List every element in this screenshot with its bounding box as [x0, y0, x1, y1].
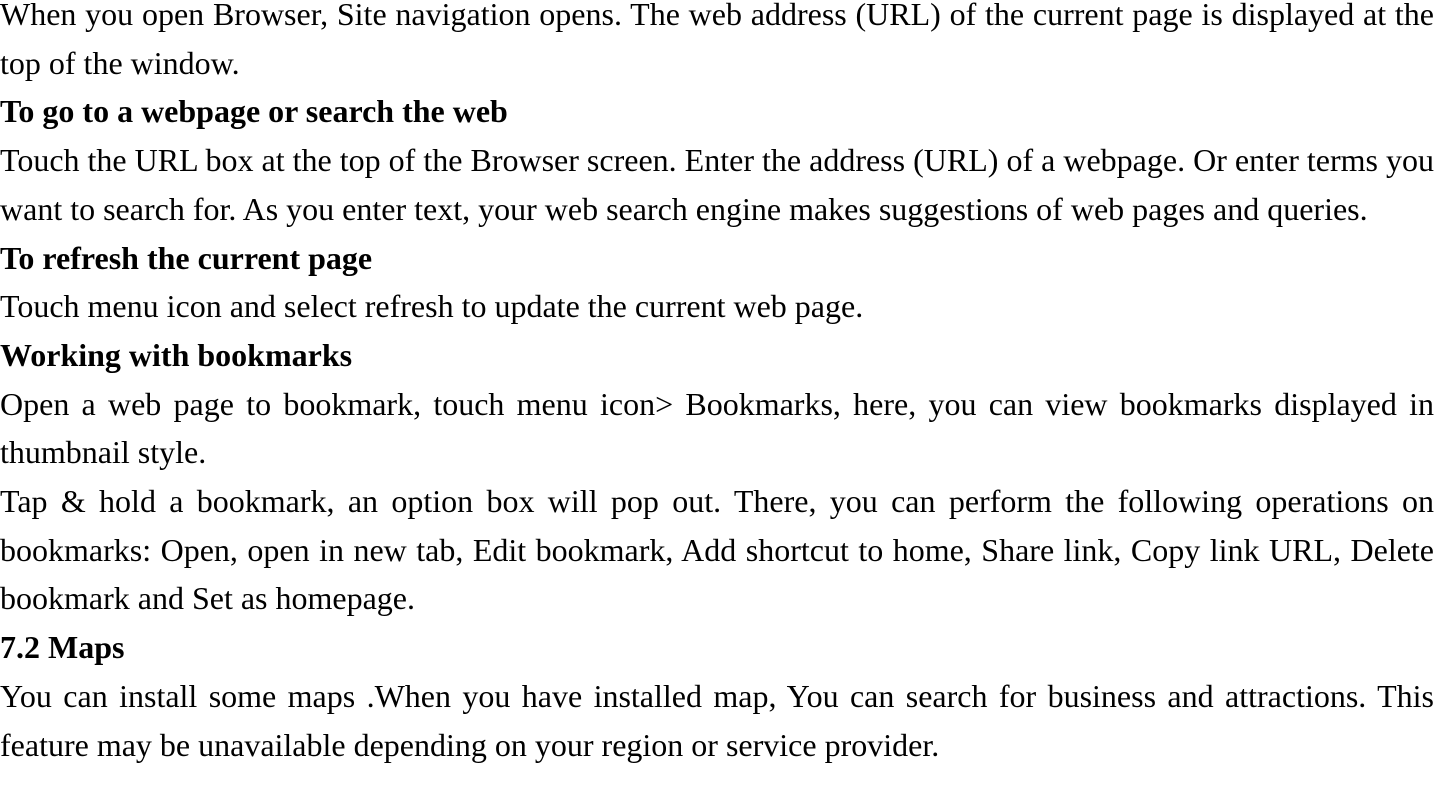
paragraph-refresh-page: Touch menu icon and select refresh to update the current web page.: [0, 288, 864, 325]
paragraph-maps: You can install some maps .When you have installed map, You can search for business and attractions. This feature may be unavailable depending on your region or service provider.: [0, 677, 1434, 763]
intro-paragraph: When you open Browser, Site navigation opens. The web address (URL) of the current page is displayed at the top of the window.: [0, 0, 1434, 81]
paragraph-bookmarks-open: Open a web page to bookmark, touch menu icon> Bookmarks, here, you can view bookmarks displayed in thumbnail style.: [0, 385, 1434, 471]
paragraph-go-to-webpage: Touch the URL box at the top of the Browser screen. Enter the address (URL) of a webpage. Or enter terms you want to search for. As you enter text, your web search engine makes suggestions of web pages and queries.: [0, 142, 1434, 227]
heading-go-to-webpage: To go to a webpage or search the web: [0, 93, 508, 130]
paragraph-bookmarks-options: Tap & hold a bookmark, an option box will pop out. There, you can perform the following operations on bookmarks: Open, open in new tab, Edit bookmark, Add shortcut to home, Share link, Copy link URL, Delete bookmark and Set as homepage.: [0, 483, 1434, 617]
heading-maps: 7.2 Maps: [0, 629, 125, 666]
heading-bookmarks: Working with bookmarks: [0, 336, 353, 373]
heading-refresh-page: To refresh the current page: [0, 239, 373, 276]
